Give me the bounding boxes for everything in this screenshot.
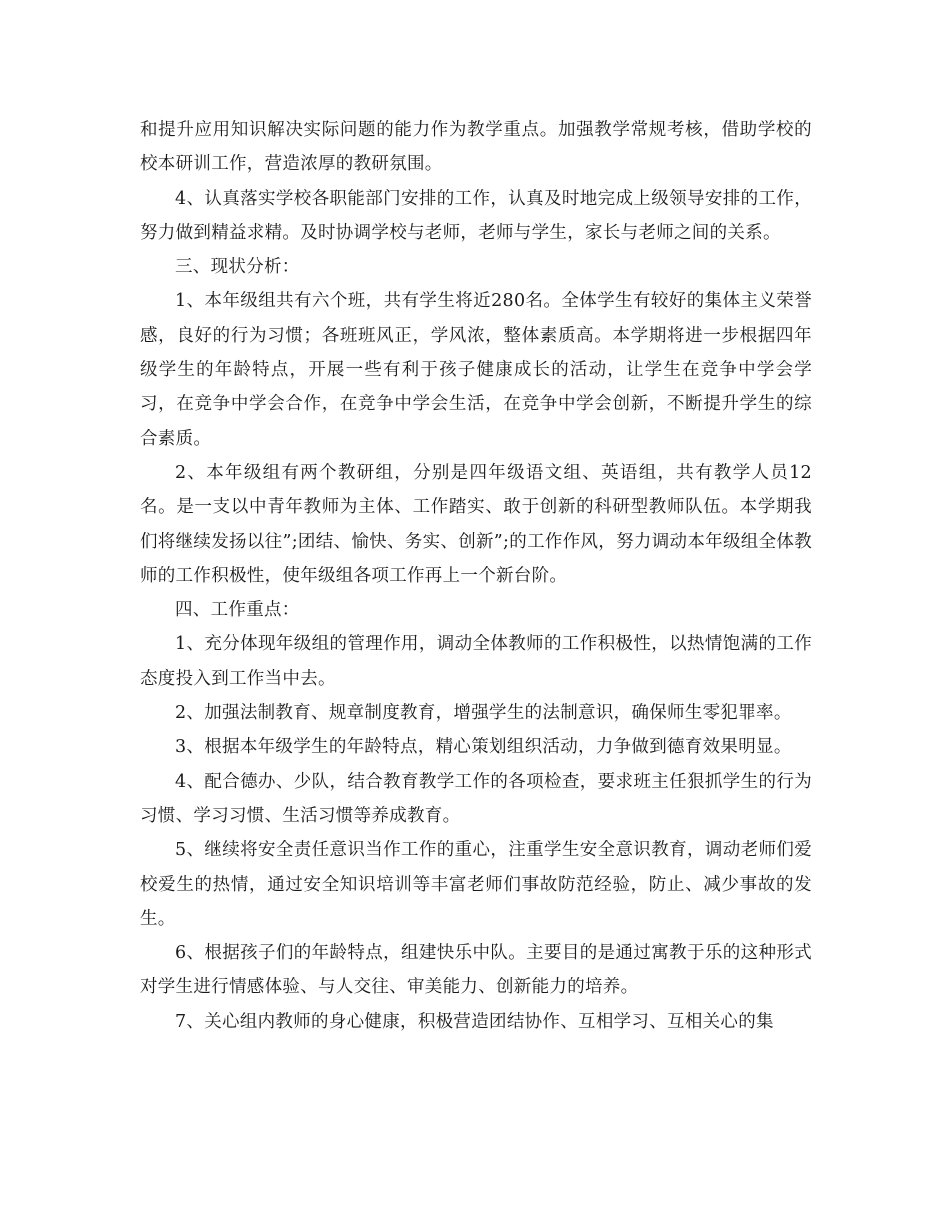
paragraph-focus-3: 3、根据本年级学生的年龄特点，精心策划组织活动，力争做到德育效果明显。 — [175, 737, 792, 758]
paragraph-focus-6: 6、根据孩子们的年龄特点，组建快乐中队。主要目的是通过寓教于乐的这种形式对学生进行情感体验、与人交往、审美能力、创新能力的培养。 — [140, 943, 812, 998]
paragraph-status-2: 2、本年级组有两个教研组，分别是四年级语文组、英语组，共有教学人员12名。是一支以中青年教师为主体、工作踏实、敢于创新的科研型教师队伍。本学期我们将继续发扬以往”;团结、愉快、务实、创新”;的工作作风，努力调动本年级组全体教师的工作积极性，使年级组各项工作再上一个新台阶。 — [140, 462, 812, 586]
section-heading-work-focus: 四、工作重点： — [175, 600, 300, 621]
paragraph-focus-7: 7、关心组内教师的身心健康，积极营造团结协作、互相学习、互相关心的集 — [175, 1011, 774, 1032]
paragraph-focus-5: 5、继续将安全责任意识当作工作的重心，注重学生安全意识教育，调动老师们爱校爱生的热情，通过安全知识培训等丰富老师们事故防范经验，防止、减少事故的发生。 — [140, 840, 812, 929]
paragraph-focus-2: 2、加强法制教育、规章制度教育，增强学生的法制意识，确保师生零犯罪率。 — [175, 703, 792, 724]
paragraph-status-1: 1、本年级组共有六个班，共有学生将近280名。全体学生有较好的集体主义荣誉感，良好的行为习惯；各班班风正，学风浓，整体素质高。本学期将进一步根据四年级学生的年龄特点，开展一些有利于孩子健康成长的活动，让学生在竞争中学会学习，在竞争中学会合作，在竞争中学会生活，在竞争中学会创新，不断提升学生的综合素质。 — [140, 291, 812, 449]
document-body — [140, 113, 812, 1039]
paragraph-focus-4: 4、配合德办、少队，结合教育教学工作的各项检查，要求班主任狠抓学生的行为习惯、学习习惯、生活习惯等养成教育。 — [140, 771, 812, 826]
paragraph-focus-1: 1、充分体现年级组的管理作用，调动全体教师的工作积极性，以热情饱满的工作态度投入到工作当中去。 — [140, 634, 812, 689]
section-heading-status-analysis: 三、现状分析： — [175, 257, 300, 278]
paragraph-item-4-duties: 4、认真落实学校各职能部门安排的工作，认真及时地完成上级领导安排的工作，努力做到精益求精。及时协调学校与老师，老师与学生，家长与老师之间的关系。 — [140, 188, 812, 243]
paragraph-continued: 和提升应用知识解决实际问题的能力作为教学重点。加强教学常规考核，借助学校的校本研训工作，营造浓厚的教研氛围。 — [140, 120, 812, 175]
